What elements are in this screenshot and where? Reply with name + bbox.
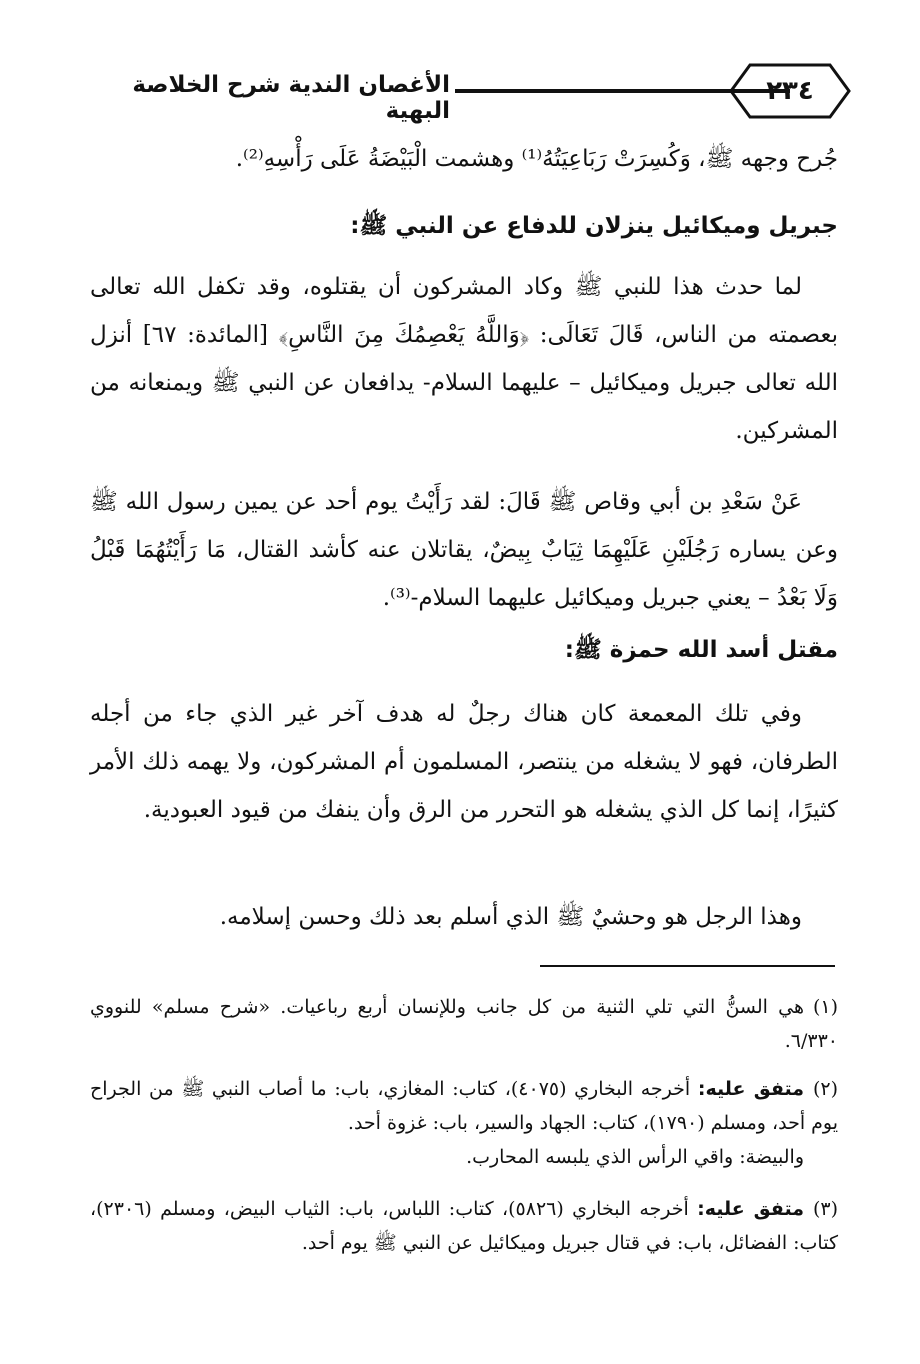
book-title: الأغصان الندية شرح الخلاصة البهية	[132, 72, 450, 124]
page-number: ٢٣٤	[766, 76, 814, 106]
footnote-3	[90, 1192, 838, 1260]
page-header	[80, 62, 850, 122]
footnote-3-keyword: متفق عليه:	[697, 1198, 805, 1220]
paragraph-3-text: عَنْ سَعْدِ بن أبي وقاص ﷺ قَالَ: لقد رَأَيْتُ يوم أحد عن يمين رسول الله ﷺ وعن يساره رَجُلَيْنِ عَلَيْهِمَا ثِيَابٌ بِيضٌ، يقاتلان عنه كأشد القتال، مَا رَأَيْتُهُمَا قَبْلُ وَلَا بَعْدُ – يعني جبريل وميكائيل عليهما السلام-⁽³⁾.	[90, 489, 838, 611]
paragraph-5-text: وهذا الرجل هو وحشيٌ ﷺ الذي أسلم بعد ذلك وحسن إسلامه.	[219, 904, 802, 930]
paragraph-2	[90, 263, 838, 455]
footnote-2	[90, 1072, 838, 1174]
paragraph-2-text: لما حدث هذا للنبي ﷺ وكاد المشركون أن يقتلوه، وقد تكفل الله تعالى بعصمته من الناس، قَالَ تَعَالَى: ﴿وَاللَّهُ يَعْصِمُكَ مِنَ النَّاسِ﴾ [المائدة: ٦٧] أنزل الله تعالى جبريل وميكائيل – عليهما السلام- يدافعان عن النبي ﷺ ويمنعانه من المشركين.	[90, 274, 838, 444]
footnote-3-number: (٣)	[812, 1198, 839, 1220]
section-heading-2: مقتل أسد الله حمزة ﷺ:	[564, 637, 838, 663]
paragraph-1: جُرح وجهه ﷺ، وَكُسِرَتْ رَبَاعِيَتُهُ⁽¹⁾ وهشمت الْبَيْضَةُ عَلَى رَأْسِهِ⁽²⁾.	[235, 146, 838, 172]
footnote-1	[90, 990, 838, 1058]
footnote-1-text: هي السنُّ التي تلي الثنية من كل جانب وللإنسان أربع رباعيات. «شرح مسلم» للنووي ٦/٣٣٠.	[90, 996, 838, 1052]
paragraph-5	[90, 893, 838, 941]
paragraph-4	[90, 690, 838, 834]
paragraph-4-text: وفي تلك المعمعة كان هناك رجلٌ له هدف آخر غير الذي جاء من أجله الطرفان، فهو لا يشغله من ينتصر، المسلمون أم المشركون، ولا يهمه ذلك الأمر كثيرًا، إنما كل الذي يشغله هو التحرر من الرق وأن ينفك من قيود العبودية.	[90, 701, 838, 823]
footnote-2-number: (٢)	[812, 1078, 839, 1100]
section-heading-1: جبريل وميكائيل ينزلان للدفاع عن النبي ﷺ:	[350, 213, 838, 239]
footnote-2-text: أخرجه البخاري (٤٠٧٥)، كتاب: المغازي، باب: ما أصاب النبي ﷺ من الجراح يوم أحد، ومسلم (١٧٩٠)، كتاب: الجهاد والسير، باب: غزوة أحد.	[90, 1078, 838, 1134]
footnote-2-keyword: متفق عليه:	[697, 1078, 805, 1100]
paragraph-3	[90, 478, 838, 622]
footnote-separator	[540, 965, 835, 967]
footnote-3-text: أخرجه البخاري (٥٨٢٦)، كتاب: اللباس، باب: الثياب البيض، ومسلم (٢٣٠٦)، كتاب: الفضائل، باب: في قتال جبريل وميكائيل عن النبي ﷺ يوم أحد.	[90, 1198, 838, 1254]
footnote-1-number: (١)	[812, 996, 838, 1018]
footnote-2-extra: والبيضة: واقي الرأس الذي يلبسه المحارب.	[466, 1146, 804, 1168]
